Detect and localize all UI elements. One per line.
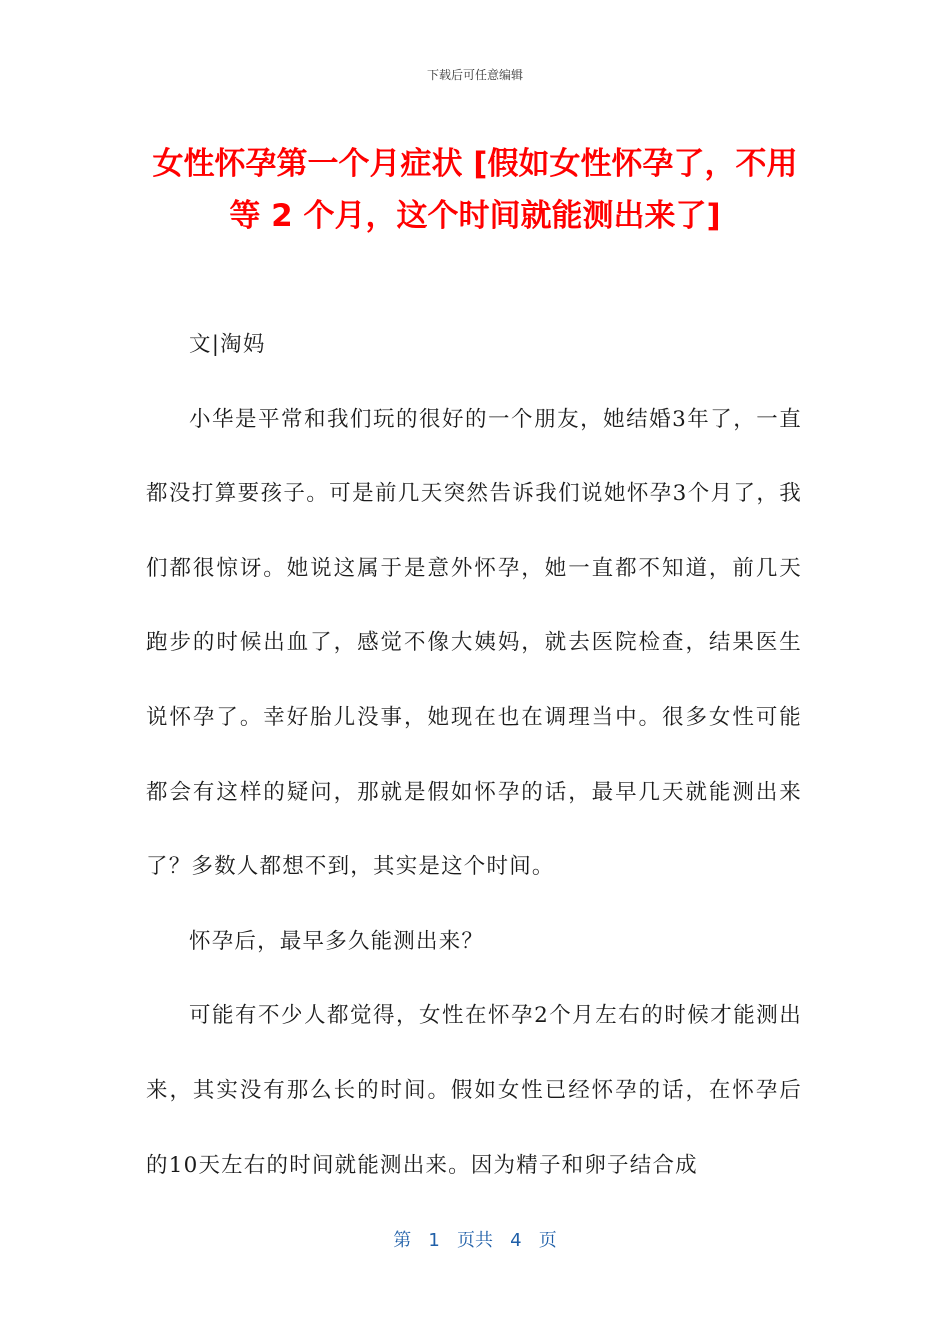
page-footer xyxy=(0,1226,950,1252)
document-title: 女性怀孕第一个月症状 [假如女性怀孕了，不用等 2 个月，这个时间就能测出来了] xyxy=(152,146,798,234)
paragraph-intro: 小华是平常和我们玩的很好的一个朋友，她结婚3年了，一直都没打算要孩子。可是前几天突然告诉我们说她怀孕3个月了，我们都很惊讶。她说这属于是意外怀孕，她一直都不知道，前几天跑步的时候出血了，感觉不像大姨妈，就去医院检查，结果医生说怀孕了。幸好胎儿没事，她现在也在调理当中。很多女性可能都会有这样的疑问，那就是假如怀孕的话，最早几天就能测出来了？多数人都想不到，其实是这个时间。 xyxy=(146,406,802,880)
article-body xyxy=(146,308,802,1203)
footer-middle: 页共 xyxy=(457,1230,493,1251)
header-note: 下载后可任意编辑 xyxy=(426,68,523,82)
paragraph-question: 怀孕后，最早多久能测出来？ xyxy=(189,928,485,954)
author-line: 文|淘妈 xyxy=(189,332,266,357)
footer-suffix: 页 xyxy=(538,1230,557,1251)
footer-prefix: 第 xyxy=(393,1230,412,1251)
paragraph-answer: 可能有不少人都觉得，女性在怀孕2个月左右的时候才能测出来，其实没有那么长的时间。假如女性已经怀孕的话，在怀孕后的10天左右的时间就能测出来。因为精子和卵子结合成 xyxy=(146,1003,802,1178)
footer-total-pages: 4 xyxy=(510,1230,522,1251)
footer-page-number: 1 xyxy=(428,1230,440,1251)
